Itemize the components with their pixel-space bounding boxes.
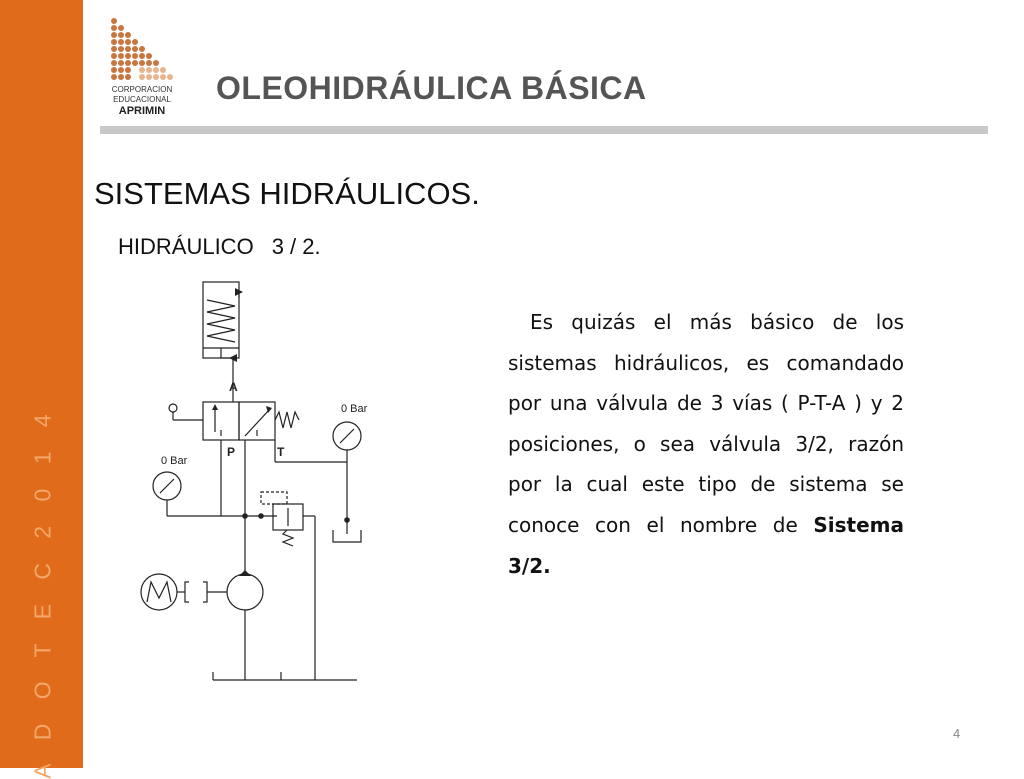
- description-bold: Sistema 3/2.: [508, 512, 904, 578]
- port-p-label: P: [227, 445, 236, 459]
- port-t-label: T: [277, 445, 285, 459]
- relief-valve-icon: [261, 492, 315, 680]
- logo: [106, 18, 178, 120]
- description-paragraph: [508, 302, 904, 586]
- side-label: A D O T E C 2 0 1 4: [29, 405, 56, 779]
- directional-valve-icon: [203, 402, 299, 440]
- description-text: Es quizás el más básico de los sistemas hidráulicos, es comandado por una válvula de 3 vías ( P-T-A ) y 2 posiciones, o sea válvula 3/2, razón por la cual este tipo de sistema se conoce con el nombre de: [508, 310, 904, 537]
- pressure-gauge-left-icon: [153, 472, 181, 516]
- port-a-label: A: [229, 380, 238, 394]
- logo-line1: CORPORACION: [111, 85, 173, 94]
- logo-dots-icon: [111, 18, 173, 80]
- section-title: SISTEMAS HIDRÁULICOS.: [94, 176, 480, 211]
- subtitle-fraction: 3 / 2.: [271, 234, 321, 259]
- subtitle-label: HIDRÁULICO: [118, 234, 254, 259]
- logo-line3: APRIMIN: [118, 105, 166, 117]
- pump-icon: [227, 516, 263, 680]
- logo-line2: EDUCACIONAL: [113, 95, 171, 104]
- subtitle: [118, 234, 321, 260]
- pressure-gauge-right-icon: [333, 422, 361, 450]
- header-title: OLEOHIDRÁULICA BÁSICA: [216, 70, 647, 106]
- gauge-right-label: 0 Bar: [341, 403, 368, 415]
- page-number: 4: [953, 726, 961, 741]
- tank-bottom-icon: [213, 672, 357, 680]
- lever-icon: [169, 404, 203, 420]
- motor-icon: [141, 574, 227, 610]
- cylinder-icon: [203, 282, 239, 358]
- gauge-left-label: 0 Bar: [161, 455, 188, 467]
- header-rule: [100, 126, 988, 134]
- hydraulic-circuit-diagram: [125, 280, 385, 690]
